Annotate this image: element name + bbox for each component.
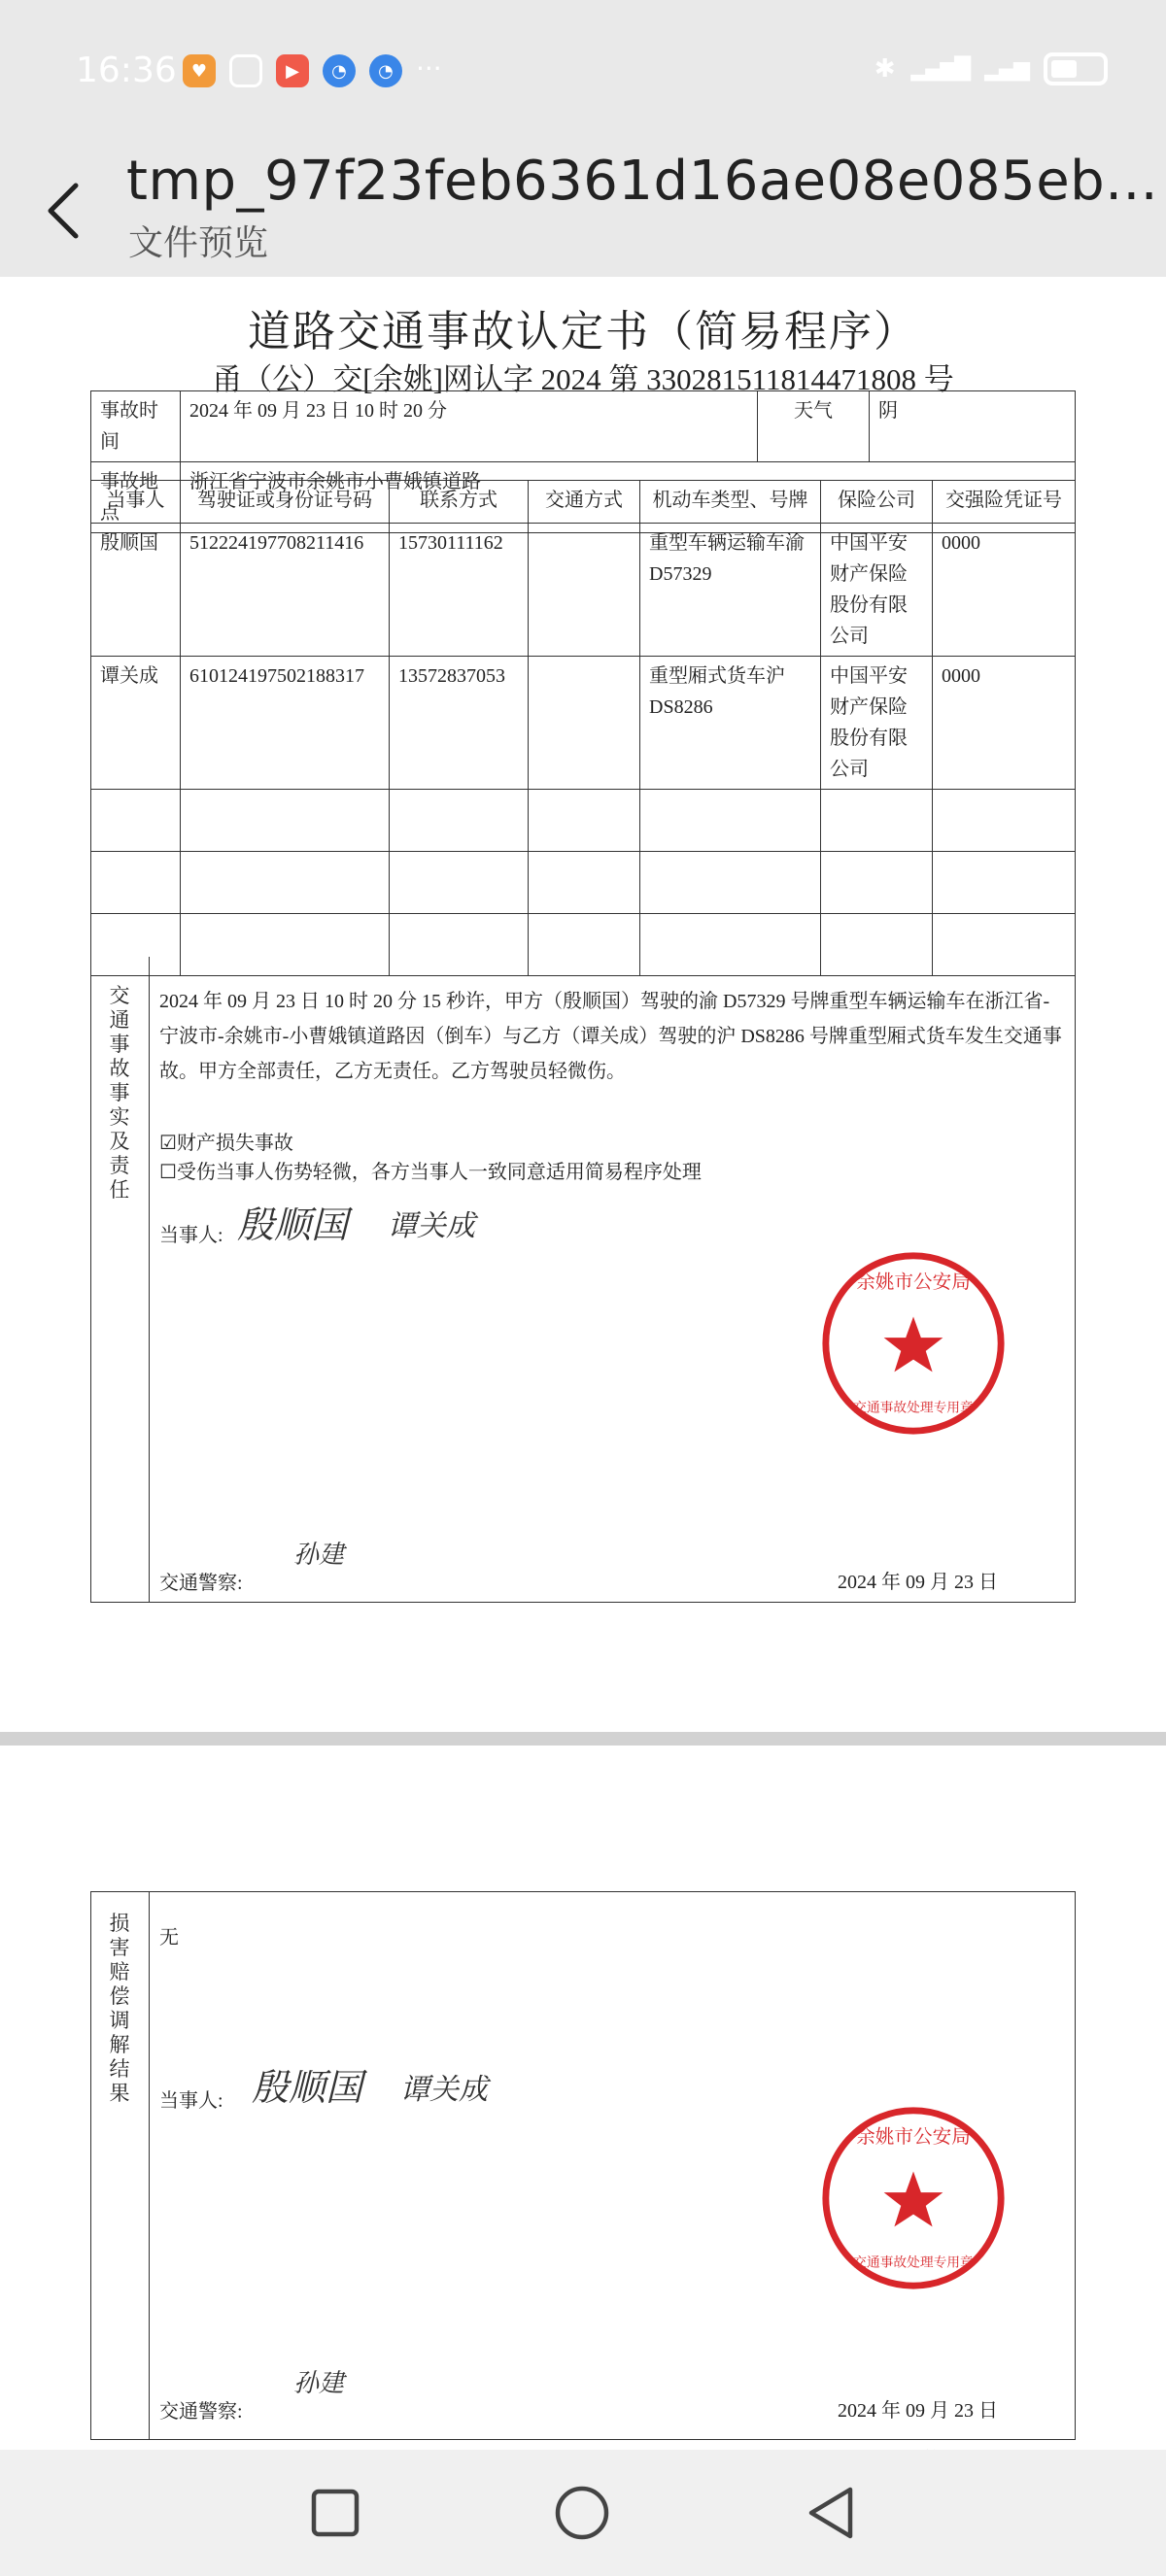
file-title: tmp_97f23feb6361d16ae08e085eb...	[126, 150, 1159, 213]
document-date-2: 2024 年 09 月 23 日	[838, 2400, 998, 2422]
party-sign-label-2: 当事人:	[159, 2090, 223, 2112]
document-page-1	[0, 277, 1166, 1734]
party-policy: 0000	[933, 524, 1076, 657]
more-notifications: ···	[416, 52, 442, 85]
signature-party-b: 谭关成	[388, 1209, 475, 1243]
status-time: 16:36	[76, 51, 177, 90]
party-name: 殷顺国	[91, 524, 181, 657]
file-subtitle: 文件预览	[128, 223, 269, 263]
party-insurer: 中国平安财产保险股份有限公司	[821, 657, 933, 790]
svg-text:交通事故处理专用章: 交通事故处理专用章	[853, 1400, 974, 1416]
party-id: 512224197708211416	[181, 524, 390, 657]
party-mode	[529, 524, 640, 657]
police-label: 交通警察:	[159, 1573, 243, 1594]
video-app-icon: ▶	[276, 54, 309, 87]
police-label-2: 交通警察:	[159, 2401, 243, 2423]
signature-police-2: 孙建	[293, 2369, 345, 2398]
status-bar	[0, 0, 1166, 146]
signal-icon-2: ▂▄▆	[984, 56, 1028, 82]
settlement-label: 损害赔偿调解结果	[109, 1912, 130, 2105]
circle-icon	[554, 2485, 610, 2541]
col-header: 交通方式	[529, 481, 640, 524]
table-row	[91, 657, 1076, 790]
recent-apps-button[interactable]	[303, 2481, 367, 2545]
property-damage-checkbox: ☑财产损失事故	[159, 1133, 293, 1154]
signature-party-a: 殷顺国	[237, 1203, 349, 1246]
chevron-left-icon	[45, 180, 84, 242]
browser-app-icon: ◔	[323, 54, 356, 87]
document-page-2	[0, 1746, 1166, 2450]
col-header: 机动车类型、号牌	[640, 481, 821, 524]
party-sign-label: 当事人:	[159, 1225, 223, 1246]
party-vehicle: 重型厢式货车沪 DS8286	[640, 657, 821, 790]
col-header: 联系方式	[390, 481, 529, 524]
col-header: 保险公司	[821, 481, 933, 524]
police-seal-icon	[818, 1248, 1009, 1439]
title-bar	[0, 146, 1166, 277]
party-vehicle: 重型车辆运输车渝 D57329	[640, 524, 821, 657]
svg-text:余姚市公安局: 余姚市公安局	[856, 2125, 971, 2149]
police-seal-icon-2	[818, 2103, 1009, 2293]
home-button[interactable]	[550, 2481, 614, 2545]
party-id: 610124197502188317	[181, 657, 390, 790]
browser-app-icon-2: ◔	[369, 54, 402, 87]
bluetooth-icon: ✱	[874, 54, 896, 84]
col-header: 驾驶证或身份证号码	[181, 481, 390, 524]
accident-time-value: 2024 年 09 月 23 日 10 时 20 分	[181, 391, 758, 462]
party-policy: 0000	[933, 657, 1076, 790]
party-phone: 15730111162	[390, 524, 529, 657]
minor-injury-checkbox: ☐受伤当事人伤势轻微，各方当事人一致同意适用简易程序处理	[159, 1162, 702, 1183]
page-separator	[0, 1732, 1166, 1746]
document-title: 道路交通事故认定书（简易程序）	[248, 308, 918, 356]
party-insurer: 中国平安财产保险股份有限公司	[821, 524, 933, 657]
notification-icons	[183, 54, 442, 87]
settlement-label-column	[91, 1892, 150, 2439]
signature-police: 孙建	[293, 1541, 345, 1570]
settlement-section	[90, 1891, 1076, 2440]
facts-section	[90, 957, 1076, 1603]
col-header: 交强险凭证号	[933, 481, 1076, 524]
battery-icon	[1044, 52, 1108, 85]
empty-row	[91, 852, 1076, 914]
facts-label-column	[91, 957, 150, 1602]
signal-icon: ▂▄▆█	[910, 56, 970, 82]
accident-place-value: 浙江省宁波市余姚市小曹娥镇道路	[181, 462, 1076, 533]
svg-text:交通事故处理专用章: 交通事故处理专用章	[853, 2254, 974, 2271]
col-header: 当事人	[91, 481, 181, 524]
back-nav-button[interactable]	[799, 2481, 863, 2545]
parties-table	[90, 480, 1076, 976]
link-app-icon	[229, 54, 262, 87]
party-phone: 13572837053	[390, 657, 529, 790]
svg-text:余姚市公安局: 余姚市公安局	[856, 1271, 971, 1294]
navigation-bar	[0, 2450, 1166, 2576]
document-date: 2024 年 09 月 23 日	[838, 1572, 998, 1593]
empty-row	[91, 790, 1076, 852]
facts-text: 2024 年 09 月 23 日 10 时 20 分 15 秒许，甲方（殷顺国）驾驶的渝 D57329 号牌重型车辆运输车在浙江省-宁波市-余姚市-小曹娥镇道路因（倒车）与乙方（谭关成）驾驶的沪 DS8286 号牌重型厢式货车发生交通事故。甲方全部责任，乙方无责任。乙方驾驶员轻微伤。	[159, 991, 1062, 1082]
accident-place-label: 事故地点	[91, 462, 181, 533]
settlement-text: 无	[159, 1927, 179, 1949]
back-button[interactable]	[37, 167, 91, 254]
party-name: 谭关成	[91, 657, 181, 790]
facts-label: 交通事故事实及责任	[109, 984, 130, 1202]
table-row	[91, 524, 1076, 657]
triangle-back-icon	[806, 2485, 856, 2541]
signature-party-a-2: 殷顺国	[252, 2066, 363, 2109]
signature-party-b-2: 谭关成	[400, 2073, 488, 2107]
accident-time-label: 事故时间	[91, 391, 181, 462]
weather-value: 阴	[870, 391, 1076, 462]
status-right-icons	[874, 52, 1108, 85]
weather-label: 天气	[758, 391, 870, 462]
heart-app-icon: ♥	[183, 54, 216, 87]
document-number: 甬（公）交[余姚]网认字 2024 第 330281511814471808 号	[212, 362, 954, 396]
party-mode	[529, 657, 640, 790]
square-icon	[310, 2488, 360, 2538]
